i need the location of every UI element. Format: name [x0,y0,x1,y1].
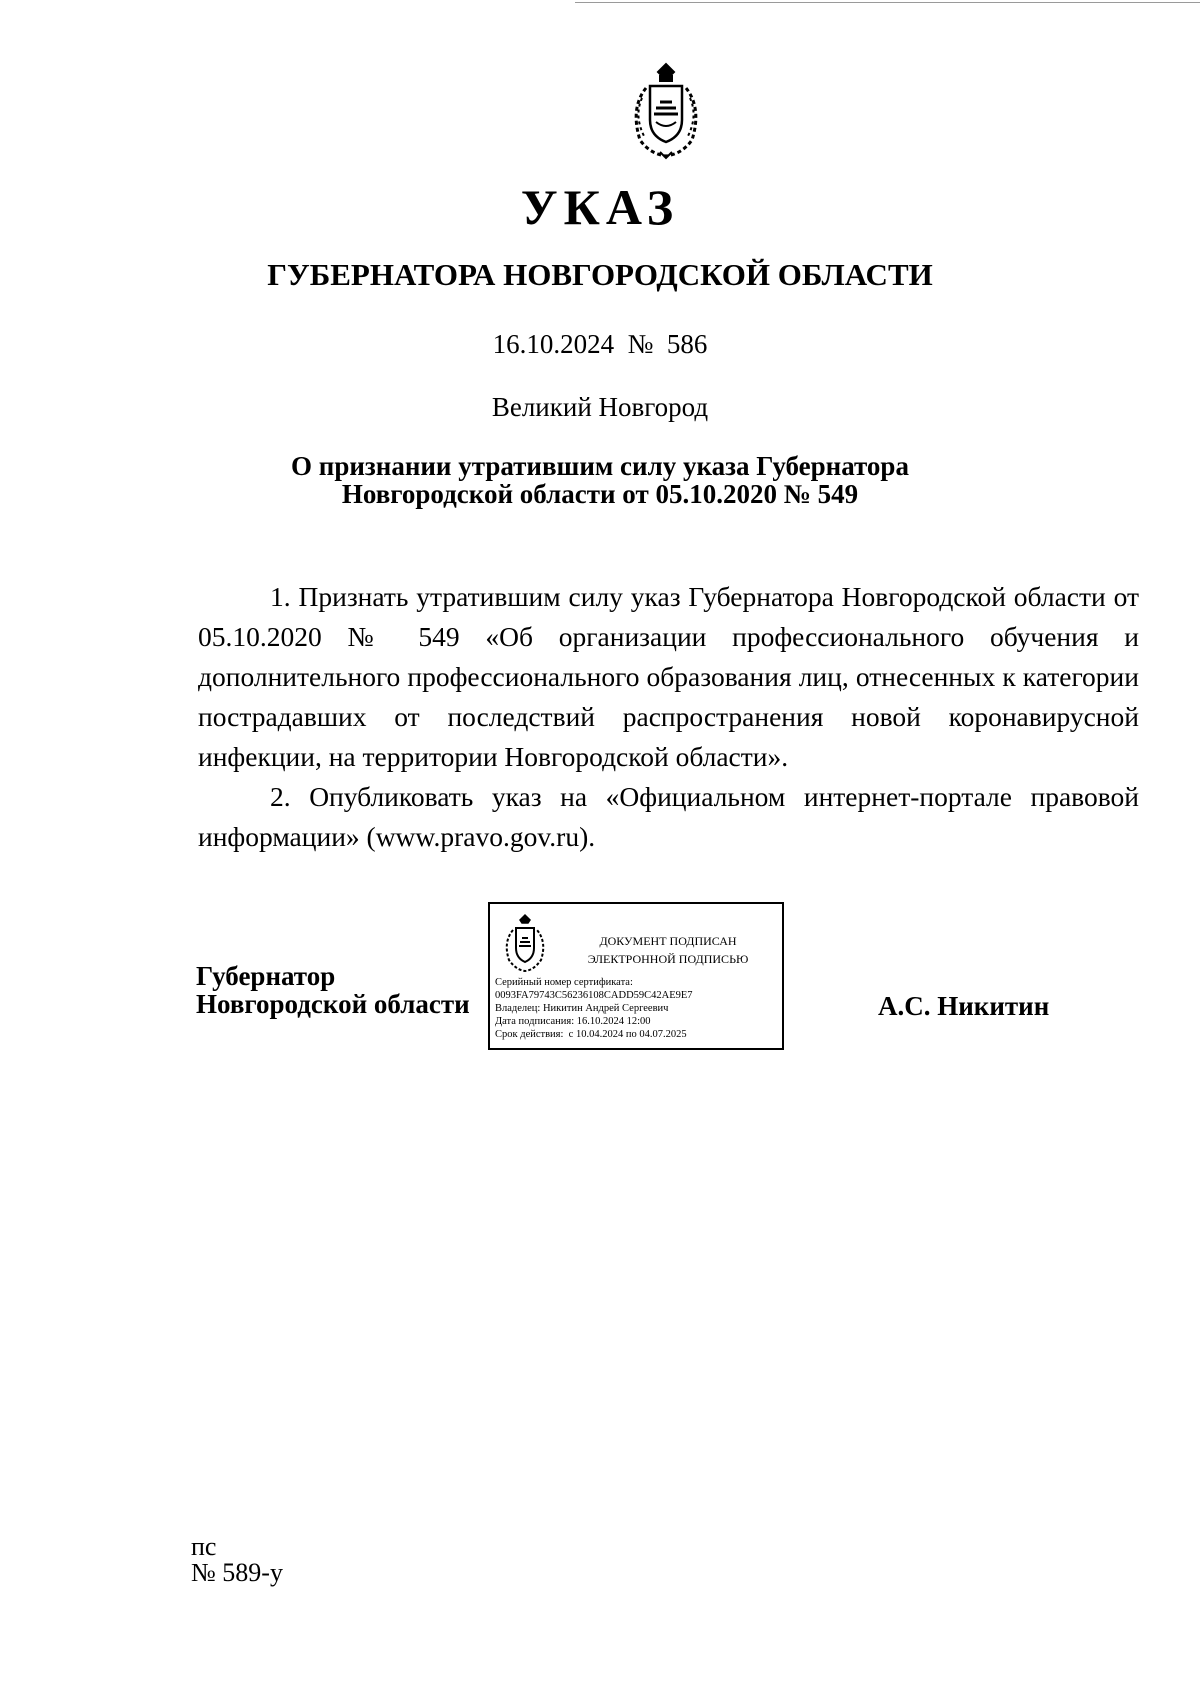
footer-line-2: № 589-у [191,1558,283,1587]
document-heading [0,452,1200,508]
footer-line-1: пс [191,1532,217,1561]
signatory-role-line-2: Новгородской области [196,989,470,1019]
stamp-heading-line-2: ЭЛЕКТРОННОЙ ПОДПИСЬЮ [587,952,749,966]
heading-line-2: Новгородской области от 05.10.2020 № 549 [341,479,859,509]
stamp-details [495,976,693,1041]
date-number: 16.10.2024 № 586 [492,329,708,359]
stamp-cert-label: Серийный номер сертификата: [495,977,633,988]
city: Великий Новгород [491,392,709,422]
coat-of-arms-icon [498,912,552,974]
heading-line-1: О признании утратившим силу указа Губернатора [291,451,909,481]
paragraph-2: 2. Опубликовать указ на «Официальном интернет-портале правовой информации» (www.pravo.gov.ru). [198,781,1139,852]
document-body [198,577,1139,857]
signatory-role-line-1: Губернатор [196,961,336,991]
signatory-name: А.С. Никитин [878,991,1050,1021]
stamp-validity: Срок действия: с 10.04.2024 по 04.07.2025 [495,1029,687,1040]
footer-note [191,1534,283,1586]
stamp-owner: Владелец: Никитин Андрей Сергеевич [495,1003,669,1014]
document-title: УКАЗ [520,179,680,235]
document-subtitle: ГУБЕРНАТОРА НОВГОРОДСКОЙ ОБЛАСТИ [267,257,933,292]
coat-of-arms-icon [620,58,712,162]
paragraph-1: 1. Признать утратившим силу указ Губернатора Новгородской области от 05.10.2020 № 549 «Об организации профессионального обучения и дополнительного профессионального образования лиц, отнесенных к категории пострадавших от последствий распространения новой коронавирусной инфекции, на территории Новгородской области». [198,581,1139,772]
stamp-heading [554,932,782,968]
stamp-heading-line-1: ДОКУМЕНТ ПОДПИСАН [599,934,737,948]
signatory-role [196,962,470,1018]
scan-edge-line [575,2,1200,3]
stamp-cert-number: 0093FA79743C56236108CADD59C42AE9E7 [495,990,693,1001]
stamp-signed-date: Дата подписания: 16.10.2024 12:00 [495,1016,651,1027]
electronic-signature-stamp [488,902,784,1050]
